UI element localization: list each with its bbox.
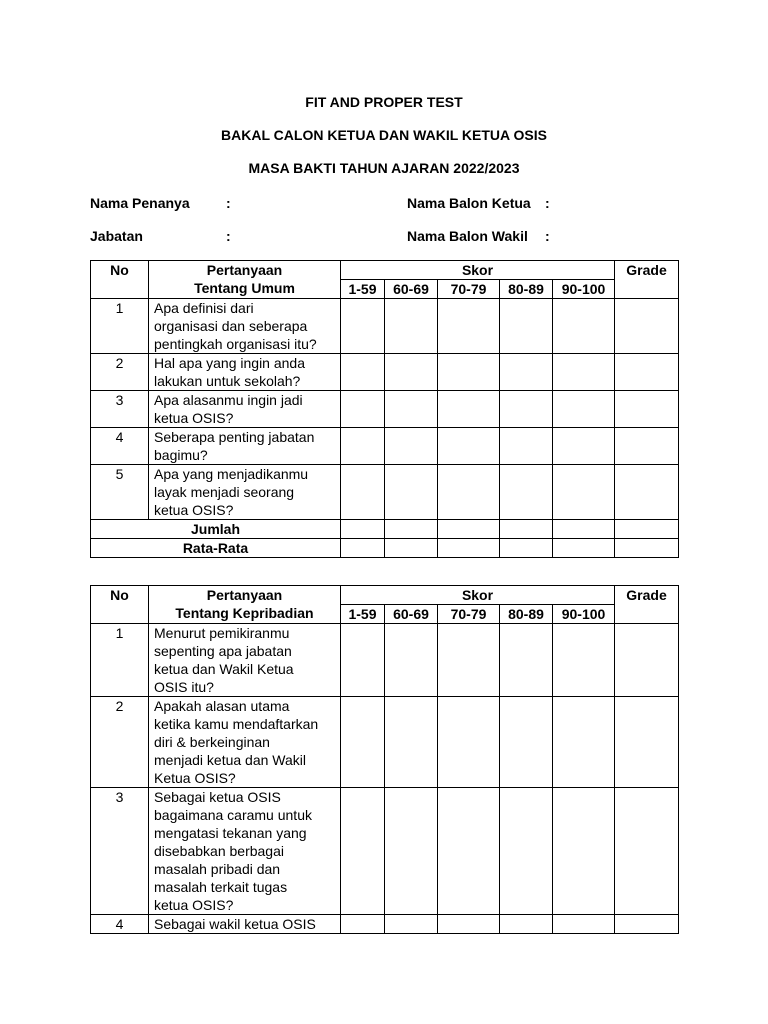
row-number: 2 xyxy=(91,354,149,391)
question-line: OSIS itu? xyxy=(154,679,214,695)
question-text xyxy=(149,915,341,934)
question-line: sepenting apa jabatan xyxy=(154,643,292,659)
score-cell[interactable] xyxy=(553,428,615,465)
grade-cell[interactable] xyxy=(615,624,679,697)
score-cell[interactable] xyxy=(438,697,500,788)
table-row xyxy=(91,465,679,520)
table-row xyxy=(91,354,679,391)
score-cell[interactable] xyxy=(341,354,385,391)
question-line: masalah terkait tugas xyxy=(154,879,288,895)
score-cell[interactable] xyxy=(553,788,615,915)
score-cell[interactable] xyxy=(500,354,553,391)
question-line: Ketua OSIS? xyxy=(154,770,236,786)
score-cell[interactable] xyxy=(341,428,385,465)
score-cell[interactable] xyxy=(385,539,438,558)
grade-cell[interactable] xyxy=(615,520,679,539)
score-cell[interactable] xyxy=(553,539,615,558)
score-cell[interactable] xyxy=(385,915,438,934)
score-cell[interactable] xyxy=(500,391,553,428)
question-text xyxy=(149,299,341,354)
score-cell[interactable] xyxy=(553,915,615,934)
score-cell[interactable] xyxy=(500,299,553,354)
header-grade: Grade xyxy=(615,261,679,299)
score-cell[interactable] xyxy=(438,428,500,465)
score-cell[interactable] xyxy=(341,465,385,520)
score-cell[interactable] xyxy=(385,354,438,391)
question-line: ketika kamu mendaftarkan xyxy=(154,716,319,732)
rata-rata-label: Rata-Rata xyxy=(91,539,341,558)
grade-cell[interactable] xyxy=(615,354,679,391)
score-cell[interactable] xyxy=(500,520,553,539)
field-colon: : xyxy=(545,228,550,244)
grade-cell[interactable] xyxy=(615,788,679,915)
score-table-umum xyxy=(90,260,679,558)
question-line: layak menjadi seorang xyxy=(154,484,295,500)
question-line: ketua dan Wakil Ketua xyxy=(154,661,294,677)
score-cell[interactable] xyxy=(438,354,500,391)
grade-cell[interactable] xyxy=(615,465,679,520)
header-skor: Skor xyxy=(341,586,615,605)
header-range: 90-100 xyxy=(553,605,615,624)
question-line: menjadi ketua dan Wakil xyxy=(154,752,307,768)
score-cell[interactable] xyxy=(500,539,553,558)
question-line: disebabkan berbagai xyxy=(154,843,284,859)
score-cell[interactable] xyxy=(385,697,438,788)
header-range: 80-89 xyxy=(500,605,553,624)
score-cell[interactable] xyxy=(438,915,500,934)
grade-cell[interactable] xyxy=(615,428,679,465)
row-number: 3 xyxy=(91,788,149,915)
score-cell[interactable] xyxy=(341,915,385,934)
question-line: pentingkah organisasi itu? xyxy=(154,336,317,352)
doc-period: MASA BAKTI TAHUN AJARAN 2022/2023 xyxy=(248,160,520,176)
score-cell[interactable] xyxy=(438,465,500,520)
field-colon: : xyxy=(545,195,550,211)
row-number: 3 xyxy=(91,391,149,428)
score-cell[interactable] xyxy=(438,391,500,428)
score-cell[interactable] xyxy=(438,520,500,539)
header-range: 70-79 xyxy=(438,280,500,299)
question-line: bagaimana caramu untuk xyxy=(154,807,312,823)
question-line: Apa alasanmu ingin jadi xyxy=(154,392,303,408)
header-question xyxy=(149,586,341,624)
score-cell[interactable] xyxy=(341,697,385,788)
header-skor: Skor xyxy=(341,261,615,280)
question-line: masalah pribadi dan xyxy=(154,861,281,877)
field-nama-balon-wakil-label: Nama Balon Wakil xyxy=(407,228,528,244)
question-line: Sebagai wakil ketua OSIS xyxy=(154,916,316,932)
question-line: bagimu? xyxy=(154,447,208,463)
question-line: ketua OSIS? xyxy=(154,502,234,518)
question-line: ketua OSIS? xyxy=(154,410,234,426)
score-cell[interactable] xyxy=(500,624,553,697)
question-line: Menurut pemikiranmu xyxy=(154,625,290,641)
header-range: 80-89 xyxy=(500,280,553,299)
score-cell[interactable] xyxy=(500,915,553,934)
score-cell[interactable] xyxy=(341,788,385,915)
field-nama-balon-wakil xyxy=(407,228,557,244)
question-line: lakukan untuk sekolah? xyxy=(154,373,301,389)
header-range: 1-59 xyxy=(341,280,385,299)
table-row xyxy=(91,391,679,428)
question-text xyxy=(149,624,341,697)
question-line: Hal apa yang ingin anda xyxy=(154,355,306,371)
field-nama-penanya xyxy=(90,195,231,211)
header-range: 60-69 xyxy=(385,605,438,624)
field-nama-balon-ketua-label: Nama Balon Ketua xyxy=(407,195,531,211)
score-cell[interactable] xyxy=(341,624,385,697)
question-line: organisasi dan seberapa xyxy=(154,318,308,334)
field-jabatan xyxy=(90,228,231,244)
header-question-line2: Tentang Umum xyxy=(194,280,295,296)
score-cell[interactable] xyxy=(500,465,553,520)
table-row xyxy=(91,788,679,915)
doc-subtitle: BAKAL CALON KETUA DAN WAKIL KETUA OSIS xyxy=(221,127,547,143)
score-cell[interactable] xyxy=(385,624,438,697)
grade-cell[interactable] xyxy=(615,915,679,934)
header-range: 60-69 xyxy=(385,280,438,299)
field-jabatan-label: Jabatan xyxy=(90,228,143,244)
header-no: No xyxy=(91,586,149,624)
question-line: Apa definisi dari xyxy=(154,300,254,316)
score-cell[interactable] xyxy=(553,391,615,428)
question-line: ketua OSIS? xyxy=(154,897,234,913)
grade-cell[interactable] xyxy=(615,391,679,428)
question-line: Apa yang menjadikanmu xyxy=(154,466,309,482)
field-colon: : xyxy=(226,228,231,244)
header-no: No xyxy=(91,261,149,299)
score-cell[interactable] xyxy=(553,299,615,354)
score-cell[interactable] xyxy=(385,299,438,354)
score-cell[interactable] xyxy=(500,428,553,465)
grade-cell[interactable] xyxy=(615,697,679,788)
field-nama-balon-ketua xyxy=(407,195,557,211)
score-cell[interactable] xyxy=(341,520,385,539)
header-question-line2: Tentang Kepribadian xyxy=(175,605,314,621)
question-text xyxy=(149,465,341,520)
score-cell[interactable] xyxy=(341,391,385,428)
score-cell[interactable] xyxy=(385,465,438,520)
score-cell[interactable] xyxy=(553,354,615,391)
grade-cell[interactable] xyxy=(615,539,679,558)
score-cell[interactable] xyxy=(438,624,500,697)
question-text xyxy=(149,788,341,915)
score-cell[interactable] xyxy=(341,539,385,558)
jumlah-label: Jumlah xyxy=(91,520,341,539)
table-row xyxy=(91,697,679,788)
score-table-kepribadian xyxy=(90,585,679,934)
question-line: Apakah alasan utama xyxy=(154,698,290,714)
field-colon: : xyxy=(226,195,231,211)
score-cell[interactable] xyxy=(438,539,500,558)
score-cell[interactable] xyxy=(553,520,615,539)
score-cell[interactable] xyxy=(438,299,500,354)
question-text xyxy=(149,391,341,428)
question-line: mengatasi tekanan yang xyxy=(154,825,307,841)
score-cell[interactable] xyxy=(553,697,615,788)
header-range: 1-59 xyxy=(341,605,385,624)
header-question xyxy=(149,261,341,299)
score-cell[interactable] xyxy=(385,520,438,539)
table-row xyxy=(91,915,679,934)
score-cell[interactable] xyxy=(385,788,438,915)
question-line: Sebagai ketua OSIS xyxy=(154,789,281,805)
header-question-line1: Pertanyaan xyxy=(206,262,283,278)
score-cell[interactable] xyxy=(500,788,553,915)
table-row xyxy=(91,624,679,697)
score-cell[interactable] xyxy=(385,428,438,465)
question-line: Seberapa penting jabatan xyxy=(154,429,315,445)
question-line: diri & berkeinginan xyxy=(154,734,270,750)
question-text xyxy=(149,697,341,788)
score-cell[interactable] xyxy=(553,624,615,697)
table-row xyxy=(91,428,679,465)
score-cell[interactable] xyxy=(385,391,438,428)
row-number: 1 xyxy=(91,299,149,354)
row-number: 4 xyxy=(91,915,149,934)
row-number: 1 xyxy=(91,624,149,697)
header-range: 90-100 xyxy=(553,280,615,299)
header-question-line1: Pertanyaan xyxy=(206,587,283,603)
score-cell[interactable] xyxy=(341,299,385,354)
header-grade: Grade xyxy=(615,586,679,624)
question-text xyxy=(149,354,341,391)
score-cell[interactable] xyxy=(438,788,500,915)
score-cell[interactable] xyxy=(553,465,615,520)
doc-title: FIT AND PROPER TEST xyxy=(305,94,463,110)
row-number: 5 xyxy=(91,465,149,520)
question-text xyxy=(149,428,341,465)
header-range: 70-79 xyxy=(438,605,500,624)
table-row xyxy=(91,299,679,354)
row-number: 4 xyxy=(91,428,149,465)
row-number: 2 xyxy=(91,697,149,788)
field-nama-penanya-label: Nama Penanya xyxy=(90,195,190,211)
grade-cell[interactable] xyxy=(615,299,679,354)
score-cell[interactable] xyxy=(500,697,553,788)
